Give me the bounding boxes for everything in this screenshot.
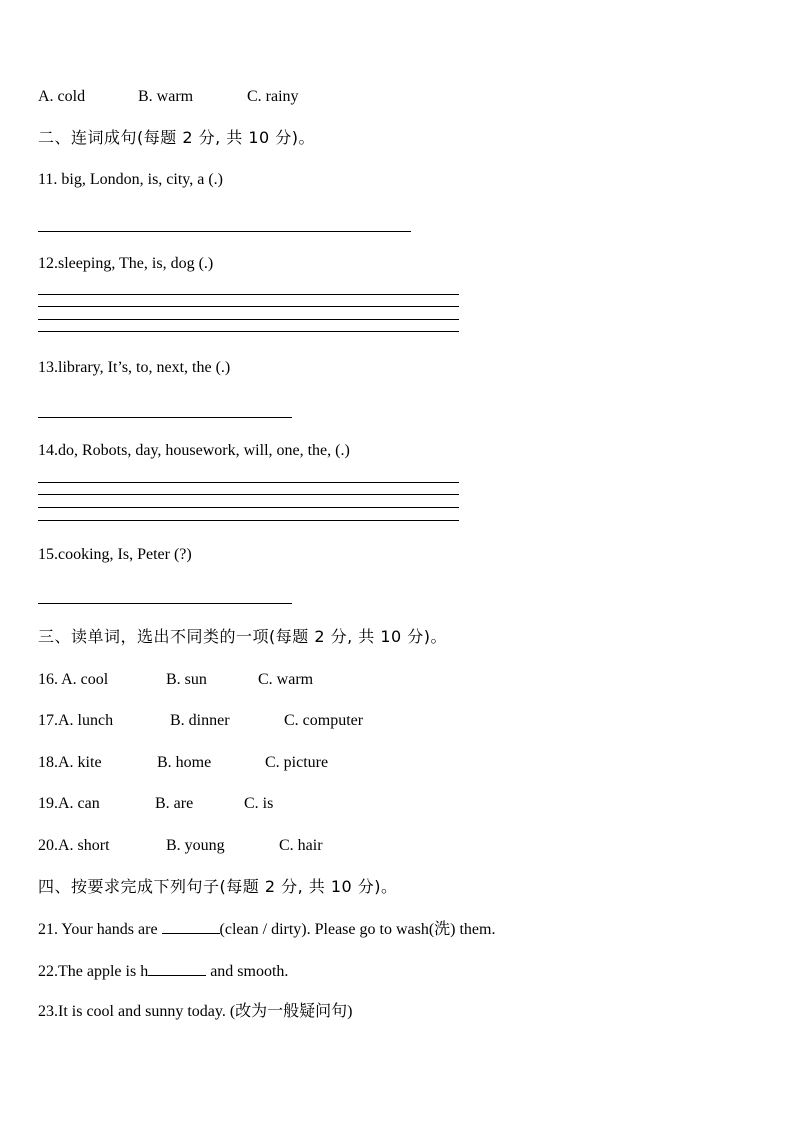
q21-sentence <box>38 919 495 940</box>
q12-writing-line-1 <box>38 294 459 295</box>
q22-text-before: 22.The apple is h <box>38 963 149 980</box>
q18-option-a: 18.A. kite <box>38 754 102 771</box>
q18-options <box>38 753 328 773</box>
q22-sentence <box>38 961 288 982</box>
q20-option-a: 20.A. short <box>38 837 110 854</box>
q20-option-c: C. hair <box>279 837 323 854</box>
q17-option-c: C. computer <box>284 712 364 729</box>
q17-option-b: B. dinner <box>170 712 230 729</box>
q14-writing-line-1 <box>38 482 459 483</box>
q14-writing-line-3 <box>38 507 459 508</box>
q21-blank[interactable] <box>162 919 220 934</box>
q19-option-c: C. is <box>244 795 274 812</box>
q17-option-a: 17.A. lunch <box>38 712 114 729</box>
q14-prompt: 14.do, Robots, day, housework, will, one, the, (.) <box>38 442 350 459</box>
q15-answer-line <box>38 603 292 604</box>
q17-options <box>38 711 363 731</box>
q12-prompt: 12.sleeping, The, is, dog (.) <box>38 255 214 272</box>
q11-answer-line <box>38 231 411 232</box>
q10-options <box>38 87 299 107</box>
q12-writing-line-4 <box>38 331 459 332</box>
q16-options <box>38 670 313 690</box>
q20-options <box>38 836 323 856</box>
q14-writing-line-2 <box>38 494 459 495</box>
section-4-heading: 四、按要求完成下列句子(每题 2 分, 共 10 分)。 <box>38 877 398 896</box>
q19-options <box>38 794 273 814</box>
q21-text-before: 21. Your hands are <box>38 921 162 938</box>
section-3-heading: 三、读单词，选出不同类的一项(每题 2 分, 共 10 分)。 <box>38 627 448 646</box>
q18-option-b: B. home <box>157 754 212 771</box>
q16-option-a: 16. A. cool <box>38 671 109 688</box>
q15-prompt: 15.cooking, Is, Peter (?) <box>38 546 192 563</box>
q22-text-after: and smooth. <box>206 963 289 980</box>
q23-prompt: 23.It is cool and sunny today. (改为一般疑问句) <box>38 1003 353 1020</box>
q14-writing-line-4 <box>38 520 459 521</box>
q18-option-c: C. picture <box>265 754 329 771</box>
q13-answer-line <box>38 417 292 418</box>
q19-option-a: 19.A. can <box>38 795 100 812</box>
q16-option-b: B. sun <box>166 671 207 688</box>
q16-option-c: C. warm <box>258 671 314 688</box>
q12-writing-line-2 <box>38 306 459 307</box>
q10-option-a: A. cold <box>38 88 86 105</box>
q19-option-b: B. are <box>155 795 194 812</box>
section-2-heading: 二、连词成句(每题 2 分, 共 10 分)。 <box>38 128 316 147</box>
q10-option-c: C. rainy <box>247 88 299 105</box>
q21-text-after: (clean / dirty). Please go to wash(洗) them. <box>219 921 496 938</box>
q13-prompt: 13.library, It’s, to, next, the (.) <box>38 359 231 376</box>
q20-option-b: B. young <box>166 837 225 854</box>
q11-prompt: 11. big, London, is, city, a (.) <box>38 171 224 188</box>
q12-writing-line-3 <box>38 319 459 320</box>
q22-blank[interactable] <box>148 961 206 976</box>
q10-option-b: B. warm <box>138 88 194 105</box>
